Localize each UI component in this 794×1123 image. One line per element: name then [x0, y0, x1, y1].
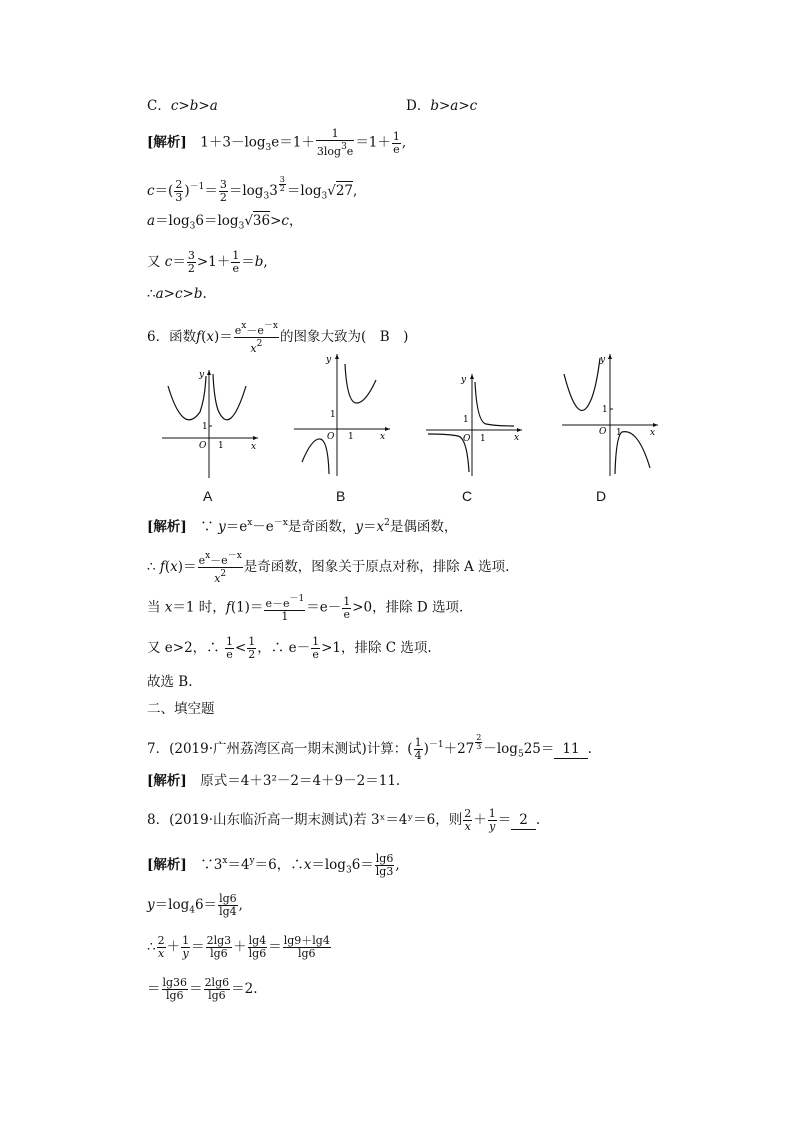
svg-text:1: 1: [463, 415, 469, 425]
q5-solution-line2: c＝( $\frac{2}{3}$ )$^{-1}$＝ $\frac{3}{2}$ $=\log_33$ $^{\frac{3}{2}}$ $=\log_3√27$,: [147, 175, 358, 204]
q6-solution-line2: ∴ f(x)＝ $\frac{e^x-e^{-x}}{x^2}$ 是奇函数，图象关于原点对称，排除 A 选项.: [147, 551, 510, 585]
q7-solution: [147, 772, 400, 790]
graph-b: [290, 350, 394, 480]
q6-l4: ，排除 C 选项.: [340, 640, 432, 656]
svg-text:x: x: [251, 442, 257, 452]
graph-label-c: C: [462, 488, 473, 504]
q5-option-d: D．b>a>c: [406, 98, 478, 114]
svg-text:O: O: [463, 434, 471, 444]
q6-l1b: 是偶函数，: [389, 519, 458, 535]
q8-solution-line4: ＝ $\frac{\lg 36}{\lg 6}$ ＝ $\frac{2\lg 6}{\lg 6}$ ＝2.: [147, 976, 258, 1002]
graph-label-b: B: [336, 488, 346, 504]
section-heading: 二、填空题: [147, 701, 215, 717]
svg-text:1: 1: [348, 432, 354, 442]
svg-text:1: 1: [602, 405, 608, 415]
q5-solution-line5: ∴a>c>b.: [147, 286, 207, 302]
q5-option-c: C．c>b>a: [147, 98, 218, 114]
graph-d: [558, 350, 662, 480]
svg-text:1: 1: [330, 410, 336, 420]
svg-text:1: 1: [616, 428, 622, 438]
svg-text:y: y: [600, 355, 606, 365]
q6-stem-pre: 6．函数: [147, 329, 197, 345]
graph-label-a: A: [203, 488, 213, 504]
q6-l2: 是奇函数，图象关于原点对称，排除 A 选项.: [243, 559, 510, 575]
q6-solution-line5: 故选 B.: [147, 674, 193, 690]
svg-text:x: x: [514, 433, 520, 443]
solution-tag: [解析]: [147, 857, 187, 873]
svg-text:O: O: [199, 441, 207, 451]
q8-answer: 2: [511, 811, 536, 830]
q6-stem-post: 的图象大致为( B ): [279, 329, 409, 345]
svg-text:y: y: [461, 375, 467, 385]
graph-c: [422, 368, 526, 480]
svg-text:O: O: [599, 427, 607, 437]
q6-stem: 6．函数f(x)＝ $\frac{e^x-e^{-x}}{x^2}$ 的图象大致为( B ): [147, 321, 409, 355]
q6-l3: ，排除 D 选项.: [372, 599, 464, 616]
q7-answer: 11: [554, 740, 587, 759]
solution-tag: [解析]: [147, 134, 187, 151]
q7-stem: 7．(2019·广州荔湾区高一期末测试)计算：( $\frac{1}{4}$ )$^{-1}$＋27 $^{\frac{2}{3}}$ $-\log_525= 11$ .: [147, 733, 592, 762]
q6-solution-line3: 当 x＝1 时，f(1)＝ $\frac{e-e^{-1}}{1}$ ＝e－ $\frac{1}{e}$ >0，排除 D 选项.: [147, 594, 464, 623]
q8-pre: 8．(2019·山东临沂高一期末测试)若 3ˣ＝4ʸ＝6，则: [147, 812, 463, 828]
q7-pre: 7．(2019·广州荔湾区高一期末测试)计算：: [147, 741, 408, 757]
q8-solution-line1: [解析] $\because 3^x=4^y=6$，$\therefore x=\log_36=$ $\frac{\lg 6}{\lg 3}$ ,: [147, 852, 400, 878]
solution-tag: [解析]: [147, 773, 187, 789]
svg-text:1: 1: [218, 441, 224, 451]
svg-text:y: y: [326, 355, 332, 365]
graph-a: [158, 366, 262, 482]
q6-solution-line4: 又 e>2，∴ $\frac{1}{e}$ < $\frac{1}{2}$ ，∴ e－ $\frac{1}{e}$ >1，排除 C 选项.: [147, 635, 432, 661]
svg-text:1: 1: [480, 434, 486, 444]
svg-text:1: 1: [202, 422, 208, 432]
graph-label-d: D: [596, 488, 607, 504]
q5-solution-line3: $a=\log_36=\log_3√36>c$，: [147, 213, 303, 232]
solution-tag: [解析]: [147, 519, 187, 535]
q7-sol: 原式＝4＋3²－2＝4＋9－2＝11.: [200, 773, 401, 789]
q5-solution-line1: [解析] $1+3-\log_3e=1+$ $\frac{1}{3\log^3e}$ ＝1＋ $\frac{1}{e}$ ,: [147, 127, 407, 158]
q5-solution-line4: 又 c＝ $\frac{3}{2}$ >1＋ $\frac{1}{e}$ ＝b,: [147, 249, 268, 275]
svg-text:O: O: [327, 432, 335, 442]
q8-solution-line2: $y=\log_46=$ $\frac{\lg 6}{\lg 4}$ ,: [147, 892, 243, 918]
q8-stem: 8．(2019·山东临沂高一期末测试)若 3ˣ＝4ʸ＝6，则 $\frac{2}{x}$ ＋ $\frac{1}{y}$ ＝ 2 .: [147, 807, 541, 833]
svg-text:y: y: [199, 370, 205, 380]
svg-text:x: x: [650, 428, 656, 438]
q8-solution-line3: ∴ $\frac{2}{x}$ ＋ $\frac{1}{y}$ ＝ $\frac{2\lg 3}{\lg 6}$ ＋ $\frac{\lg 4}{\lg 6}$ ＝ $\frac{\lg 9+\lg 4}{\lg 6}$: [147, 934, 330, 960]
q6-solution-line1: [解析] ∵ $y=e^x-e^{-x}$是奇函数，$y=x^2$是偶函数，: [147, 518, 458, 535]
q6-l1: 是奇函数，: [287, 519, 356, 535]
svg-text:x: x: [380, 432, 386, 442]
